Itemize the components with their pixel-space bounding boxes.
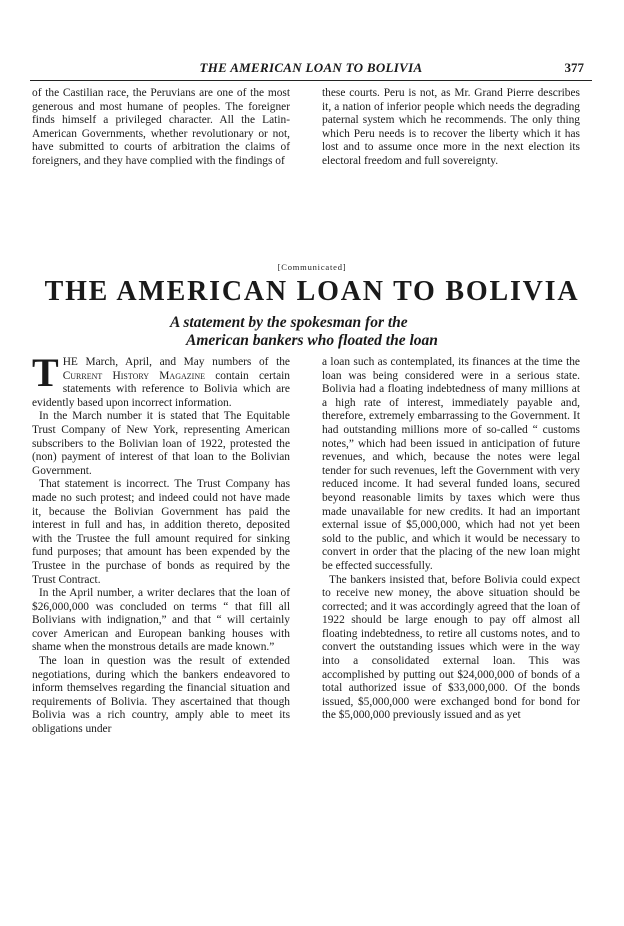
article-subtitle	[170, 314, 500, 350]
paragraph-1-start: HE March, April, and May numbers of the	[62, 356, 290, 368]
article-paragraph-2: In the March number it is stated that The Equitable Trust Company of New York, representing American subscribers to the Bolivian loan of 1922, protested the (non) payment of interest of that loan to the Bolivian Government.	[32, 410, 290, 477]
article-right-column	[322, 356, 580, 723]
article-paragraph-6: The bankers insisted that, before Bolivia could expect to receive new money, the above situation should be corrected; and it was accordingly agreed that the loan of 1922 should be large enough to pay off almost all floating indebtedness, to retire all customs notes, and to convert the outstanding issues which were in the way into a consolidated external loan. This was accomplished by putting out $24,000,000 of bonds of a total authorized issue of $33,000,000. Of the bonds issued, $5,000,000 were exchanged bond for bond for the $5,000,000 previously issued and as yet	[322, 573, 580, 722]
previous-article-left-text: of the Castilian race, the Peruvians are one of the most generous and most humane of peoples. The foreigner finds himself a privileged character. All the Latin-American Governments, whether revolutionary or not, have submitted to courts of arbitration the claims of foreigners, and they have complied with the findings of	[32, 87, 290, 167]
article-title: THE AMERICAN LOAN TO BOLIVIA	[44, 276, 580, 307]
article-kicker: [Communicated]	[277, 262, 347, 272]
drop-cap: T	[32, 350, 59, 395]
article-paragraph-1	[32, 350, 290, 410]
article-paragraph-4: In the April number, a writer declares that the loan of $26,000,000 was concluded on terms “ that fill all Bolivians with indignation,” and that “ will certainly cover American and European banking houses with shame when the monstrous details are made known.”	[32, 587, 290, 654]
article-paragraph-3: That statement is incorrect. The Trust Company has made no such protest; and indeed could not have made it, because the Bolivian Government has paid the interest in full and has, in addition thereto, deposited with the Trustee the full amount required for sinking fund purposes; that amount has been expended by the Trustee in the purchase of bonds as required by the Trust Contract.	[32, 478, 290, 586]
article-paragraph-5-continued: a loan such as contemplated, its finances at the time the loan was being considered were in a serious state. Bolivia had a floating indebtedness of many millions at a high rate of interest, immediately payable and, therefore, extremely embarrassing to the Government. It had outstanding millions more of so-called “ customs notes,” which had been issued in anticipation of future revenues, and which, because the notes were legal tender for such revenues, left the Government with very reduced income. It had several funded loans, secured beyond reasonable limits by taxes which were thus made unavailable for new credits. It had an important external issue of $5,000,000, which had not yet been sold to the public, and which it would be necessary to convert in order that the placing of the new loan might be effected successfully.	[322, 356, 580, 572]
running-title: THE AMERICAN LOAN TO BOLIVIA	[199, 60, 423, 75]
subtitle-line-1: A statement by the spokesman for the	[170, 314, 408, 331]
subtitle-line-2: American bankers who floated the loan	[186, 332, 438, 349]
article-left-column	[32, 350, 290, 737]
paragraph-1-end: contain certain statements with reference to Bolivia which are evidently based upon incorrect information.	[32, 369, 290, 409]
magazine-name: Current History Magazine	[62, 369, 205, 382]
previous-article-left-column	[32, 87, 290, 169]
page-number: 377	[564, 60, 584, 75]
running-head	[30, 58, 592, 81]
previous-article-right-text: these courts. Peru is not, as Mr. Grand Pierre describes it, a nation of inferior people which needs the degrading paternal system which he recommends. The only thing which Peru needs is to recover the liberty which it has lost and to assume once more in the next election its electoral freedom and full sovereignty.	[322, 87, 580, 167]
article-paragraph-5: The loan in question was the result of extended negotiations, during which the bankers endeavored to inform themselves regarding the financial situation and requirements of Bolivia. They ascertained that though Bolivia was a rich country, amply able to meet its obligations under	[32, 655, 290, 736]
previous-article-right-column	[322, 87, 580, 169]
